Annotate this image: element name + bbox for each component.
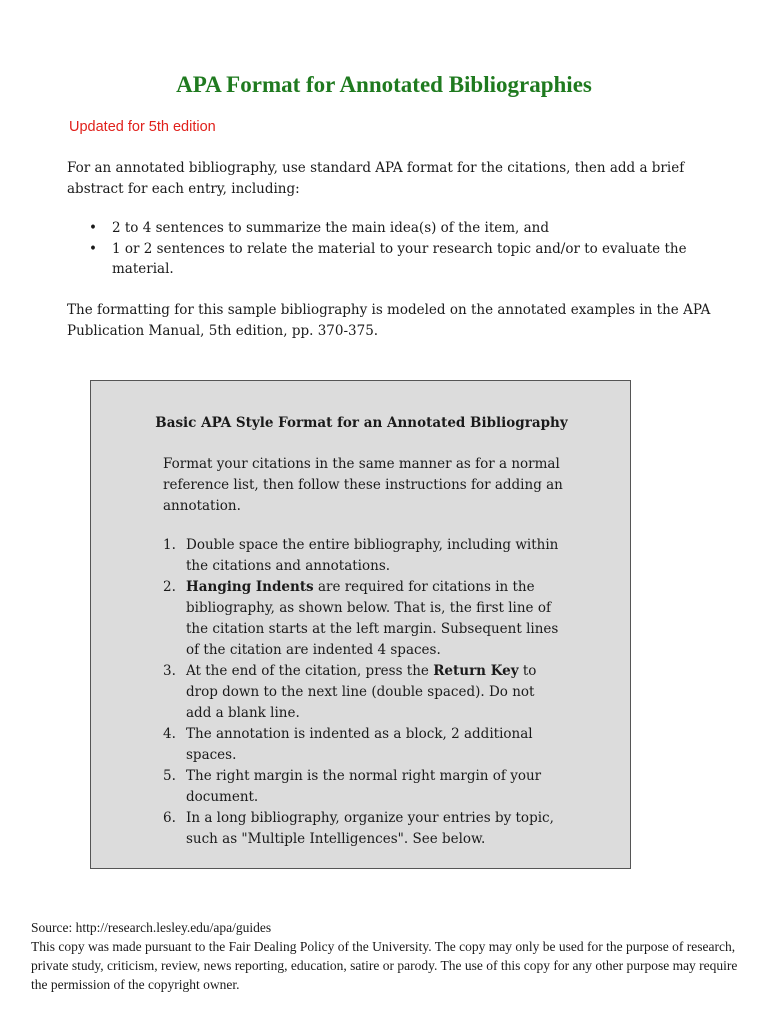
bullet-item: • 1 or 2 sentences to relate the material to your research topic and/or to evaluate the material.: [67, 239, 687, 280]
manual-reference-paragraph: The formatting for this sample bibliography is modeled on the annotated examples in the APA Publication Manual, 5th edition, pp. 370-375.: [67, 302, 711, 339]
source-footer: [31, 918, 751, 994]
edition-note: Updated for 5th edition: [69, 119, 216, 135]
page-title: APA Format for Annotated Bibliographies: [176, 72, 592, 97]
step-text: In a long bibliography, organize your entries by topic, such as "Multiple Intelligences". See below.: [186, 810, 554, 847]
instruction-step: [163, 808, 563, 850]
step-text: The right margin is the normal right margin of your document.: [186, 768, 542, 805]
source-line: Source: http://research.lesley.edu/apa/guides: [31, 920, 272, 935]
step-number: 6.: [163, 810, 176, 826]
step-text: Double space the entire bibliography, including within the citations and annotations.: [186, 537, 559, 574]
format-instructions-box: [90, 380, 631, 869]
step-text: At the end of the citation, press the: [186, 663, 434, 679]
instruction-step: [163, 724, 563, 766]
step-number: 1.: [163, 537, 176, 553]
instruction-step: [163, 577, 563, 661]
step-number: 4.: [163, 726, 176, 742]
step-bold-text: Hanging Indents: [186, 579, 314, 595]
bullet-item: • 2 to 4 sentences to summarize the main idea(s) of the item, and: [67, 218, 687, 239]
step-text: are required for citations in the bibliography, as shown below. That is, the first line of the citation starts at the left margin. Subsequent lines of the citation are indented 4 spaces.: [186, 579, 559, 658]
intro-paragraph: For an annotated bibliography, use standard APA format for the citations, then add a brief abstract for each entry, including:: [67, 160, 685, 197]
instruction-step: [163, 535, 563, 577]
step-number: 3.: [163, 663, 176, 679]
step-text: to drop down to the next line (double spaced). Do not add a blank line.: [186, 663, 537, 721]
box-title: Basic APA Style Format for an Annotated Bibliography: [155, 415, 568, 431]
step-number: 2.: [163, 579, 176, 595]
instruction-step: [163, 766, 563, 808]
step-text: The annotation is indented as a block, 2 additional spaces.: [186, 726, 533, 763]
step-bold-text: Return Key: [433, 663, 519, 679]
copyright-notice: This copy was made pursuant to the Fair Dealing Policy of the University. The copy may only be used for the purpose of research, private study, criticism, review, news reporting, education, satire or parody. The use of this copy for any other purpose may require the permission of the copyright owner.: [31, 939, 738, 992]
summary-bullet-list: [67, 218, 687, 280]
instruction-step: [163, 661, 563, 724]
instruction-steps-list: [163, 535, 563, 850]
box-intro: Format your citations in the same manner as for a normal reference list, then follow these instructions for adding an annotation.: [163, 456, 563, 514]
step-number: 5.: [163, 768, 176, 784]
